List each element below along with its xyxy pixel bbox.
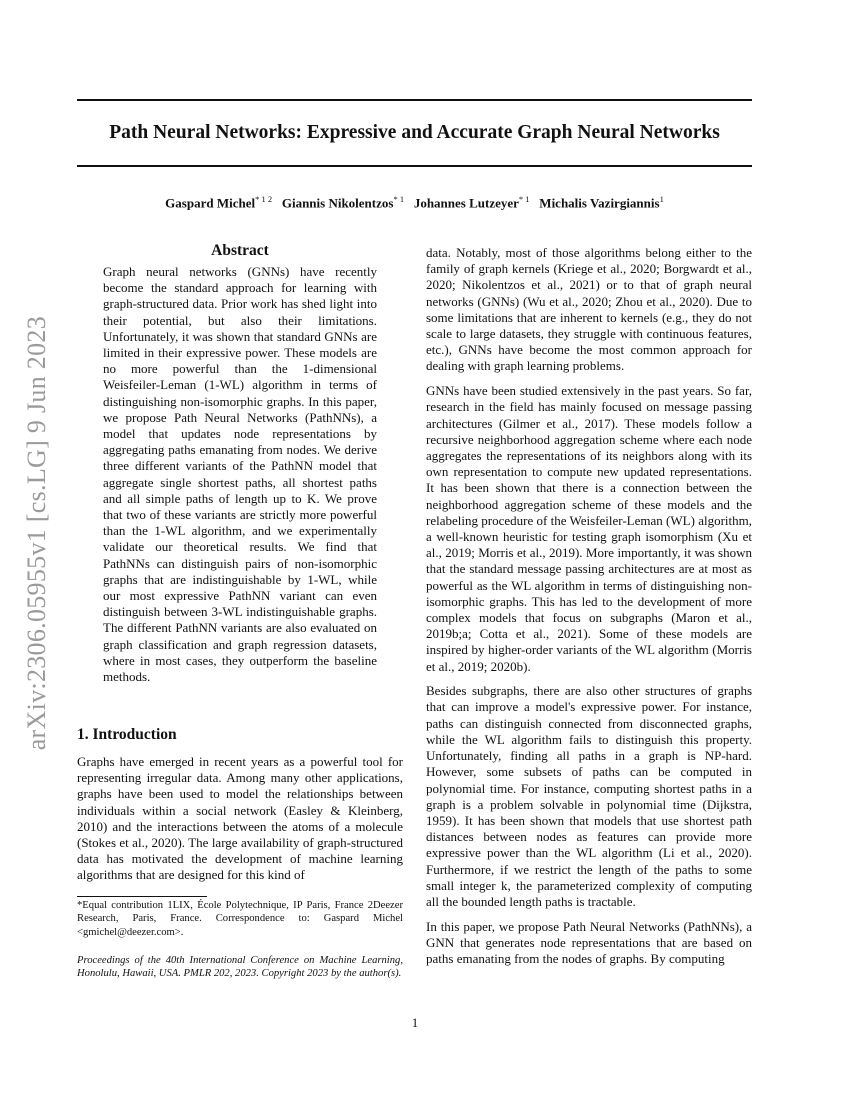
author-affiliation: 1 (659, 194, 664, 204)
arxiv-stamp: arXiv:2306.05955v1 [cs.LG] 9 Jun 2023 (22, 316, 51, 751)
title-top-rule (77, 99, 752, 101)
author-list (77, 194, 752, 211)
section-heading: 1. Introduction (77, 726, 177, 743)
paper-title: Path Neural Networks: Expressive and Accurate Graph Neural Networks (109, 122, 720, 143)
body-paragraph: Besides subgraphs, there are also other structures of graphs that can improve a model's expressive power. For instance, paths can distinguish connected from disconnected graphs, while the WL algorithm fails to distinguish this property. Unfortunately, finding all paths in a graph is NP-hard. However, some subsets of paths can be computed in polynomial time. For instance, computing shortest paths in a graph is a problem solvable in polynomial time (Dijkstra, 1959). It has been shown that models that use shortest path distances between nodes as features can provide more expressive power than the WL algorithm (Li et al., 2020). Furthermore, if we restrict the length of the paths to some small integer k, the parameterized complexity of computing all the bounded length paths is tractable. (426, 683, 752, 909)
author-name: Gaspard Michel (165, 195, 256, 211)
author-name: Giannis Nikolentzos (281, 195, 394, 211)
author-affiliation: * 1 (393, 194, 405, 204)
right-column (426, 245, 752, 976)
footnote: *Equal contribution 1LIX, École Polytechnique, IP Paris, France 2Deezer Research, Paris, France. Correspondence to: Gaspard Michel <gmichel@deezer.com>. (77, 900, 403, 938)
author-name: Michalis Vazirgiannis (539, 195, 660, 211)
page-number: 1 (411, 1015, 419, 1030)
body-paragraph: In this paper, we propose Path Neural Networks (PathNNs), a GNN that generates node representations that are based on paths emanating from the nodes of graphs. By computing (426, 918, 752, 967)
proceedings-note (77, 954, 403, 981)
footnote-rule (77, 896, 207, 897)
abstract-text: Graph neural networks (GNNs) have recently become the standard approach for learning with graph-structured data. Prior work has shed light into their potential, but also their limitations. Unfortunately, it was shown that standard GNNs are limited in their expressive power. These models are no more powerful than the 1-dimensional Weisfeiler-Leman (1-WL) algorithm in terms of distinguishing non-isomorphic graphs. In this paper, we propose Path Neural Networks (PathNNs), a model that updates node representations by aggregating paths emanating from nodes. We derive three different variants of the PathNN model that aggregate single shortest paths, all shortest paths and all simple paths of length up to K. We prove that two of these variants are strictly more powerful than the 1-WL algorithm, and we experimentally validate our theoretical results. We find that PathNNs can distinguish pairs of non-isomorphic graphs that are indistinguishable by 1-WL, while our most expressive PathNN variant can even distinguish between 3-WL indistinguishable graphs. The different PathNN variants are also evaluated on graph classification and graph regression datasets, where in most cases, they outperform the baseline methods. (103, 264, 377, 685)
abstract-heading: Abstract (211, 242, 269, 259)
body-paragraph: GNNs have been studied extensively in the past years. So far, research in the field has mainly focused on message passing architectures (Gilmer et al., 2017). These models follow a recursive neighborhood aggregation scheme where each node aggregates the representations of its neighbors along with its own representation to compute new updated representations. It has been shown that there is a connection between the neighborhood aggregation scheme of these models and the relabeling procedure of the Weisfeiler-Leman (WL) algorithm, a well-known heuristic for testing graph isomorphism (Xu et al., 2019; Morris et al., 2019). More importantly, it was shown that the standard message passing architectures are at most as powerful as the WL algorithm in terms of distinguishing non-isomorphic graphs. This has led to the development of more complex models that focus on subgraphs (Maron et al., 2019b;a; Cotta et al., 2021). Some of these models are inspired by higher-order variants of the WL algorithm (Morris et al., 2019; 2020b). (426, 383, 752, 674)
title-bottom-rule (77, 165, 752, 167)
author-name: Johannes Lutzeyer (413, 195, 519, 211)
body-paragraph: data. Notably, most of those algorithms belong either to the family of graph kernels (Kriege et al., 2020; Borgwardt et al., 2020; Nikolentzos et al., 2021) or to that of graph neural networks (GNNs) (Wu et al., 2020; Zhou et al., 2020). Due to some limitations that are inherent to kernels (e.g., they do not scale to large datasets, they struggle with continuous features, etc.), GNNs have become the most common approach for dealing with graph learning problems. (426, 245, 752, 374)
intro-paragraph: Graphs have emerged in recent years as a powerful tool for representing irregular data. Among many other applications, graphs have been used to model the relationships between individuals within a social network (Easley & Kleinberg, 2010) and the interactions between the atoms of a molecule (Stokes et al., 2020). The large availability of graph-structured data has motivated the development of machine learning algorithms that are designed for this kind of (77, 754, 403, 883)
proceedings-text: Proceedings of the 40th International Conference on Machine Learning, Honolulu, Hawaii, USA. PMLR 202, 2023. Copyright 2023 by the author(s). (77, 955, 403, 980)
author-affiliation: * 1 (518, 194, 530, 204)
author-affiliation: * 1 2 (255, 194, 273, 204)
